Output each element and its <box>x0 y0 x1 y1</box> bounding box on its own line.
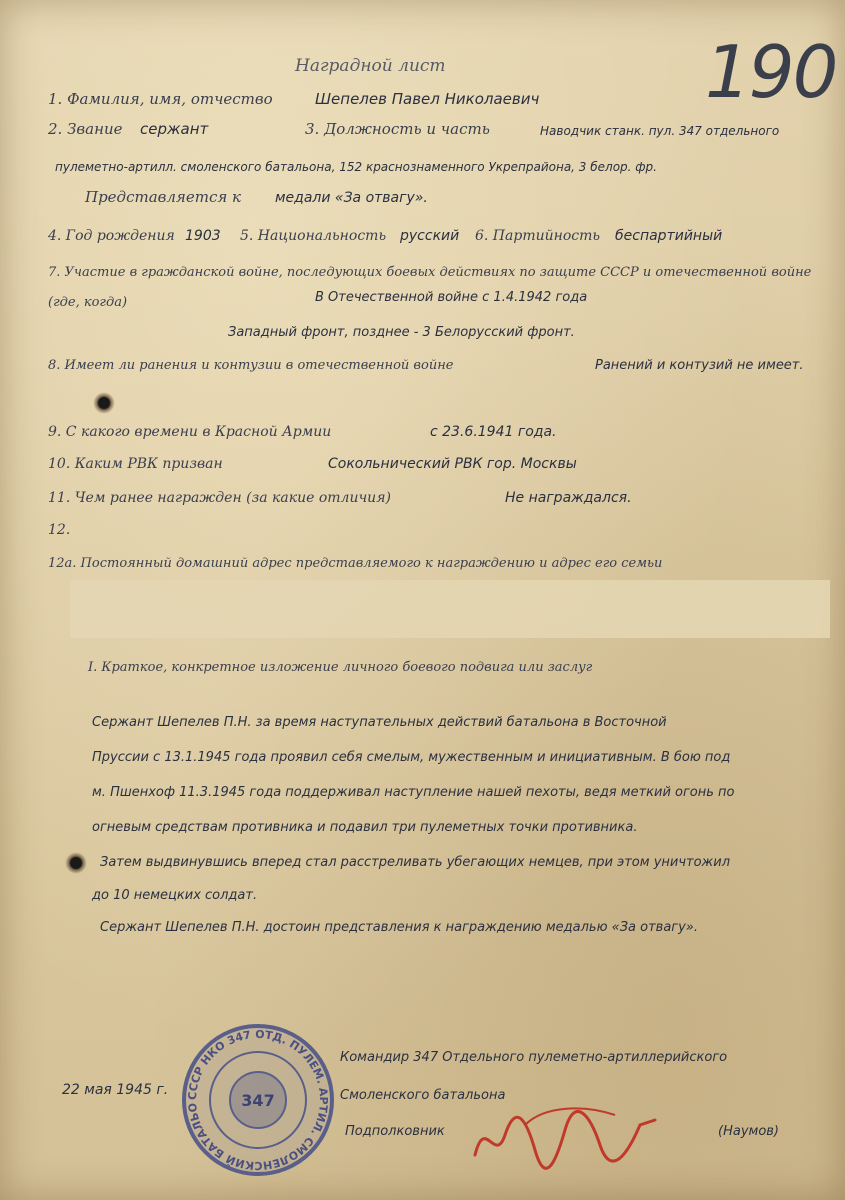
field-value-unit: пулеметно-артилл. смоленского батальона, 152 краснознаменного Укрепрайона, 3 белор. фр. <box>55 160 657 174</box>
field-label-army-since: 9. С какого времени в Красной Армии <box>48 424 332 440</box>
section-heading: I. Краткое, конкретное изложение личного боевого подвига или заслуг <box>88 660 593 675</box>
field-value-position: Наводчик станк. пул. 347 отдельного <box>540 124 780 138</box>
official-stamp <box>178 1020 338 1184</box>
field-value-fronts: Западный фронт, позднее - 3 Белорусский фронт. <box>228 325 575 340</box>
field-value-award: медали «За отвагу». <box>275 190 428 206</box>
stamp-graphic <box>178 1020 338 1180</box>
punch-hole <box>65 852 87 874</box>
award-date: 22 мая 1945 г. <box>62 1082 169 1098</box>
signer-name: (Наумов) <box>718 1124 780 1139</box>
field-label-birthyear: 4. Год рождения <box>48 228 175 244</box>
field-value-rvk: Сокольнический РВК гор. Москвы <box>328 456 577 472</box>
field-label-rank: 2. Звание <box>48 120 123 138</box>
commander-title: Командир 347 Отдельного пулеметно-артиллерийского <box>340 1050 728 1065</box>
narrative-line: Пруссии с 13.1.1945 года проявил себя смелым, мужественным и инициативным. В бою под <box>92 750 731 765</box>
signature-scribble <box>465 1095 665 1175</box>
field-label-position: 3. Должность и часть <box>305 120 490 138</box>
field-value-party: беспартийный <box>615 228 723 244</box>
field-label-name: 1. Фамилия, имя, отчество <box>48 90 273 108</box>
field-value-prior-awards: Не награждался. <box>505 490 632 506</box>
narrative-line: Сержант Шепелев П.Н. за время наступательных действий батальона в Восточной <box>92 715 667 730</box>
stamp-inner-text: 347 <box>241 1091 275 1110</box>
archive-number: 190 <box>705 30 837 114</box>
field-value-nationality: русский <box>400 228 460 244</box>
redacted-area <box>70 580 830 638</box>
stamp-outer-text: СССР НКО 347 ОТД. ПУЛЕМ. АРТИЛ. СМОЛЕНСКИЙ БАТАЛЬО <box>185 1027 331 1173</box>
field-label-prior-awards: 11. Чем ранее награжден (за какие отличия) <box>48 490 391 506</box>
narrative-line: огневым средствам противника и подавил три пулеметных точки противника. <box>92 820 638 835</box>
field-label-warservice: 7. Участие в гражданской войне, последующих боевых действиях по защите СССР и отечественной войне (где, когда) <box>48 265 812 310</box>
battalion-name: Смоленского батальона <box>340 1088 506 1103</box>
field-label-address: 12а. Постоянный домашний адрес представляемого к награждению и адрес его семьи <box>48 556 663 571</box>
red-signature <box>465 1095 665 1179</box>
rank-label: Подполковник <box>345 1124 445 1139</box>
field-value-birthyear: 1903 <box>185 228 221 244</box>
field-value-army-since: с 23.6.1941 года. <box>430 424 557 440</box>
narrative-line: м. Пшенхоф 11.3.1945 года поддерживал наступление нашей пехоты, ведя меткий огонь по <box>92 785 735 800</box>
field-label-nationality: 5. Национальность <box>240 228 387 244</box>
field-value-name: Шепелев Павел Николаевич <box>315 90 540 108</box>
narrative-line: до 10 немецких солдат. <box>92 888 258 903</box>
field-label-rvk: 10. Каким РВК призван <box>48 456 223 472</box>
field-label-wounds: 8. Имеет ли ранения и контузии в отечественной войне <box>48 358 454 373</box>
narrative-line: Затем выдвинувшись вперед стал расстреливать убегающих немцев, при этом уничтожил <box>100 855 731 870</box>
field-value-rank: сержант <box>140 120 209 138</box>
field-label-12: 12. <box>48 522 71 538</box>
field-label-party: 6. Партийность <box>475 228 601 244</box>
field-value-wounds: Ранений и контузий не имеет. <box>595 358 804 373</box>
field-label-presented: Представляется к <box>85 188 242 206</box>
document-title: Наградной лист <box>295 56 446 76</box>
punch-hole <box>93 392 115 414</box>
narrative-line: Сержант Шепелев П.Н. достоин представления к награждению медалью «За отвагу». <box>100 920 698 935</box>
field-value-warservice: В Отечественной войне с 1.4.1942 года <box>315 290 588 305</box>
